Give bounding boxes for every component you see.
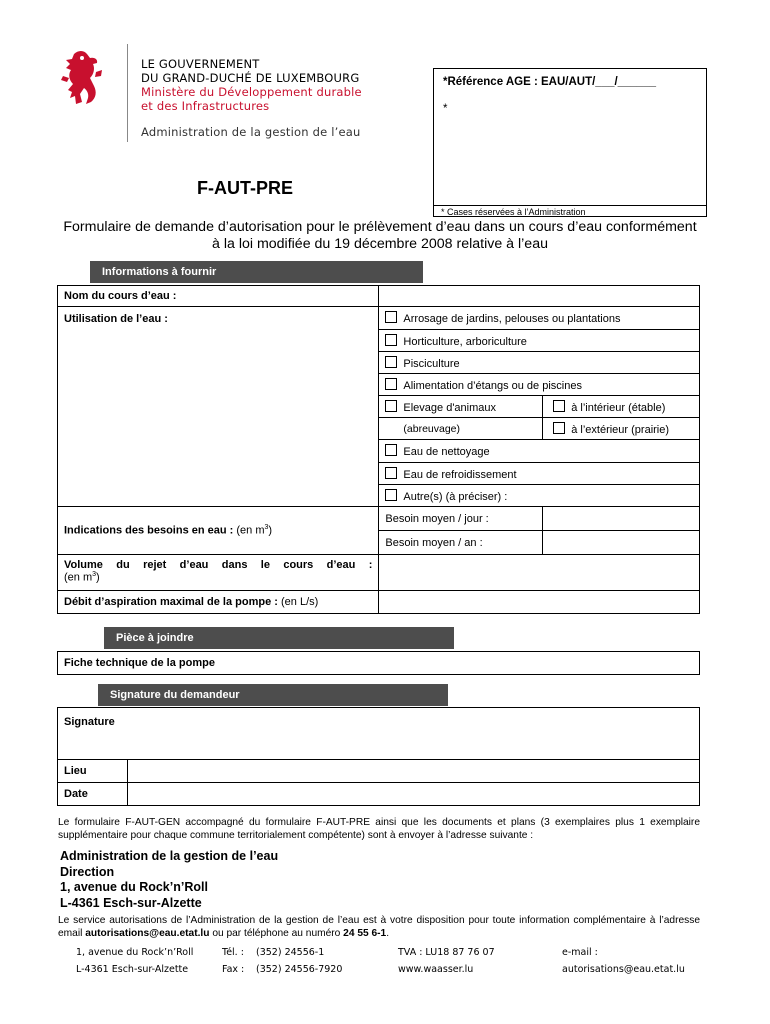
footer-tel-label: Tél. :: [222, 947, 244, 958]
option-row-5a: [543, 396, 700, 418]
section-attachment-header: Pièce à joindre: [104, 627, 454, 649]
gov-line-1: LE GOUVERNEMENT: [141, 57, 260, 71]
discharge-close: ): [96, 571, 100, 584]
checkbox[interactable]: [385, 467, 397, 479]
option-label: Eau de nettoyage: [403, 446, 490, 458]
discharge-label: Volume du rejet d’eau dans le cours d’eau :: [64, 559, 373, 571]
checkbox[interactable]: [385, 311, 397, 323]
footer-email-label: e-mail :: [562, 947, 598, 958]
checkbox[interactable]: [385, 444, 397, 456]
checkbox[interactable]: [553, 400, 565, 412]
signature-label: Signature: [58, 708, 700, 760]
footer-phone-labels: [222, 944, 244, 978]
discharge-label-cell: [58, 555, 379, 591]
option-row-6: [379, 440, 700, 463]
section-signature-header: Signature du demandeur: [98, 684, 448, 706]
reference-number: *Référence AGE : EAU/AUT/___/______: [443, 76, 657, 88]
section-info-header: Informations à fournir: [90, 261, 423, 283]
info-text-3: .: [386, 928, 390, 939]
discharge-field[interactable]: [379, 555, 700, 591]
date-label: Date: [58, 783, 128, 806]
river-name-label: Nom du cours d’eau :: [58, 286, 379, 307]
checkbox[interactable]: [385, 334, 397, 346]
avg-day-field[interactable]: [543, 507, 700, 531]
option-label: Horticulture, arboriculture: [403, 335, 527, 348]
checkbox[interactable]: [553, 422, 565, 434]
postal-address: [60, 849, 278, 911]
reference-separator: [434, 205, 706, 206]
option-row-4: [379, 374, 700, 396]
option-label: Eau de refroidissement: [403, 468, 517, 481]
attachment-item: Fiche technique de la pompe: [58, 652, 700, 675]
reference-note: * Cases réservées à l’Administration: [441, 207, 586, 217]
avg-day-label: Besoin moyen / jour :: [379, 507, 543, 531]
footer-email[interactable]: autorisations@eau.etat.lu: [562, 964, 685, 975]
form-code: F-AUT-PRE: [197, 178, 293, 198]
header-divider: [127, 44, 128, 142]
option-row-5: [379, 396, 543, 418]
needs-label: Indications des besoins en eau :: [64, 524, 234, 537]
ministry-line-2: et des Infrastructures: [141, 99, 270, 113]
footer-tva-web: [398, 944, 495, 978]
info-email[interactable]: autorisations@eau.etat.lu: [85, 928, 210, 939]
submission-note: Le formulaire F-AUT-GEN accompagné du formulaire F-AUT-PRE ainsi que les documents et plans (3 exemplaires plus 1 exemplaire supplémentaire pour chaque commune territorialement compétente) sont à envoyer à l’adresse suivante :: [58, 817, 700, 841]
checkbox[interactable]: [385, 489, 397, 501]
option-label: Autre(s) (à préciser) :: [403, 490, 508, 503]
administration-name: Administration de la gestion de l’eau: [141, 125, 361, 139]
gov-line-2: DU GRAND-DUCHÉ DE LUXEMBOURG: [141, 71, 360, 85]
footer-addr-2: L-4361 Esch-sur-Alzette: [76, 964, 189, 975]
option-row-2: [379, 330, 700, 352]
luxembourg-lion-logo: [60, 48, 104, 106]
attachment-table: [57, 651, 700, 675]
option-row-7: [379, 463, 700, 485]
info-text-2: ou par téléphone au numéro: [209, 928, 344, 939]
place-field[interactable]: [127, 760, 699, 783]
water-usage-label: Utilisation de l’eau :: [58, 307, 379, 507]
needs-unit: (en m: [236, 524, 265, 537]
footer-tel: (352) 24556-1: [256, 947, 325, 958]
checkbox[interactable]: [385, 356, 397, 368]
option-label: à l’intérieur (étable): [571, 401, 666, 414]
government-header: [141, 57, 362, 113]
avg-year-label: Besoin moyen / an :: [379, 531, 543, 555]
footer-address: [76, 944, 193, 978]
info-phone: 24 55 6-1: [343, 928, 387, 939]
place-label: Lieu: [58, 760, 128, 783]
avg-year-field[interactable]: [543, 531, 700, 555]
footer-tva: TVA : LU18 87 76 07: [398, 947, 495, 958]
option-label: Pisciculture: [403, 357, 460, 370]
subtitle-line-1: Formulaire de demande d’autorisation pour le prélèvement d’eau dans un cours d’eau conformément: [63, 219, 697, 235]
footer-web[interactable]: www.waasser.lu: [398, 964, 474, 975]
address-line-4: L-4361 Esch-sur-Alzette: [60, 895, 202, 910]
info-text-1: Le service autorisations de l’Administration de la gestion de l’eau est à votre disposition pour toute information complémentaire à l’adresse email: [58, 915, 700, 939]
river-name-field[interactable]: [379, 286, 700, 307]
ministry-line-1: Ministère du Développement durable: [141, 85, 362, 99]
needs-close: ): [268, 524, 273, 537]
discharge-unit: (en m: [64, 571, 93, 584]
pump-unit: (en L/s): [277, 596, 319, 608]
discharge-exp: 3: [92, 571, 97, 578]
option-label: Arrosage de jardins, pelouses ou plantations: [403, 313, 621, 325]
signature-table: [57, 707, 700, 806]
option-row-8: [379, 485, 700, 507]
option-row-3: [379, 352, 700, 374]
needs-exp: 3: [264, 524, 269, 532]
reference-star: *: [443, 103, 448, 115]
option-label: Alimentation d’étangs ou de piscines: [403, 379, 582, 392]
footer-fax: (352) 24556-7920: [256, 964, 343, 975]
reference-box: [433, 68, 707, 217]
subtitle-line-2: à la loi modifiée du 19 décembre 2008 relative à l’eau: [212, 236, 548, 252]
form-subtitle: [20, 219, 740, 253]
option-label: Elevage d'animaux: [403, 401, 497, 414]
pump-field[interactable]: [379, 591, 700, 614]
option-label: à l’extérieur (prairie): [571, 423, 670, 436]
address-line-2: Direction: [60, 864, 115, 879]
address-line-3: 1, avenue du Rock’n’Roll: [60, 880, 208, 894]
info-table: [57, 285, 700, 614]
footer-email-block: [562, 944, 685, 978]
footer-addr-1: 1, avenue du Rock’n’Roll: [76, 947, 194, 958]
needs-label-cell: [58, 507, 379, 555]
contact-info: [58, 914, 700, 940]
pump-label-cell: [58, 591, 379, 614]
option-5-sub: (abreuvage): [379, 418, 543, 440]
pump-label: Débit d’aspiration maximal de la pompe :: [64, 596, 278, 608]
checkbox[interactable]: [385, 378, 397, 390]
footer-phones: [256, 944, 342, 978]
address-line-1: Administration de la gestion de l’eau: [60, 849, 279, 863]
option-row-1: [379, 307, 700, 330]
footer-fax-label: Fax :: [222, 964, 245, 975]
option-row-5b: [543, 418, 700, 440]
date-field[interactable]: [127, 783, 699, 806]
checkbox[interactable]: [385, 400, 397, 412]
